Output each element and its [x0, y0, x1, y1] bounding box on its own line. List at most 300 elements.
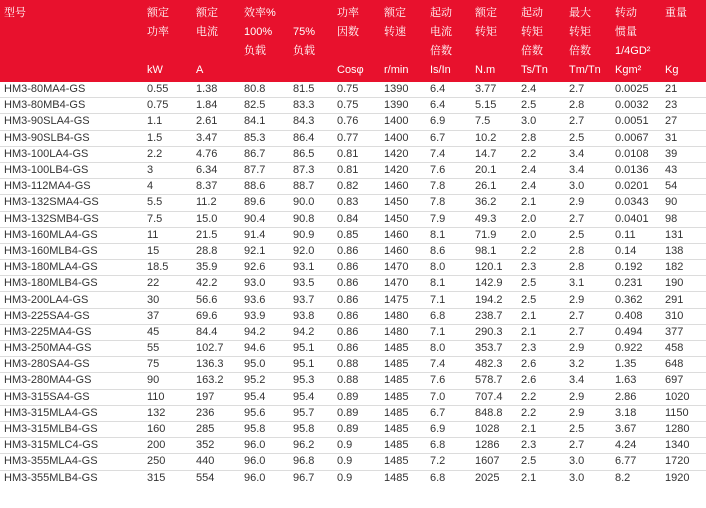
table-cell: 2.61 — [192, 114, 240, 130]
table-cell: 2.5 — [517, 454, 565, 470]
table-cell: 43 — [661, 162, 706, 178]
header-line — [147, 42, 192, 61]
header-line: 转动 — [615, 7, 637, 19]
column-header — [0, 0, 143, 82]
table-cell: 138 — [661, 243, 706, 259]
table-cell: 6.9 — [426, 421, 471, 437]
table-cell: 92.0 — [289, 243, 333, 259]
table-cell: 3 — [143, 162, 192, 178]
table-body — [0, 82, 706, 486]
table-cell: 0.0401 — [611, 211, 661, 227]
table-cell: 5.5 — [143, 195, 192, 211]
model-cell: HM3-160MLB4-GS — [0, 243, 143, 259]
table-cell: 2.8 — [565, 243, 611, 259]
table-cell: 1.63 — [611, 373, 661, 389]
table-cell: 23 — [661, 98, 706, 114]
table-cell: 90.9 — [289, 227, 333, 243]
header-line: 负载 — [244, 45, 266, 57]
table-cell: 4.24 — [611, 438, 661, 454]
table-cell: 6.7 — [426, 405, 471, 421]
table-cell: 2.4 — [517, 162, 565, 178]
table-cell: 1485 — [380, 421, 426, 437]
table-cell: 20.1 — [471, 162, 517, 178]
table-cell: 84.3 — [289, 114, 333, 130]
table-row — [0, 405, 706, 421]
table-cell: 0.86 — [333, 276, 380, 292]
table-cell: 90 — [143, 373, 192, 389]
table-cell: 0.11 — [611, 227, 661, 243]
table-cell: 0.88 — [333, 373, 380, 389]
table-cell: 36.2 — [471, 195, 517, 211]
table-cell: 28.8 — [192, 243, 240, 259]
model-cell: HM3-315MLB4-GS — [0, 421, 143, 437]
table-cell: 45 — [143, 324, 192, 340]
table-cell: 2.8 — [565, 260, 611, 276]
header-line — [665, 23, 706, 42]
table-cell: 1390 — [380, 98, 426, 114]
table-cell: 26.1 — [471, 179, 517, 195]
table-cell: 1028 — [471, 421, 517, 437]
header-line: Tm/Tn — [569, 64, 601, 76]
table-cell: 2.3 — [517, 260, 565, 276]
table-cell: 84.1 — [240, 114, 289, 130]
table-cell: 87.7 — [240, 162, 289, 178]
table-cell: 96.8 — [289, 454, 333, 470]
header-line: 效率% — [244, 7, 276, 19]
table-cell: 707.4 — [471, 389, 517, 405]
table-cell: 2.2 — [517, 146, 565, 162]
table-cell: 7.8 — [426, 179, 471, 195]
table-cell: 2.1 — [517, 421, 565, 437]
table-cell: 2.8 — [565, 98, 611, 114]
table-cell: 0.84 — [333, 211, 380, 227]
header-line: 转速 — [384, 26, 406, 38]
header-line — [244, 61, 289, 80]
table-cell: 7.1 — [426, 292, 471, 308]
table-cell: 1485 — [380, 341, 426, 357]
table-cell: 2.1 — [517, 308, 565, 324]
table-cell: 95.3 — [289, 373, 333, 389]
table-cell: 96.2 — [289, 438, 333, 454]
table-cell: 1920 — [665, 471, 690, 484]
table-row — [0, 438, 706, 454]
table-cell: 3.0 — [565, 179, 611, 195]
table-cell: 42.2 — [192, 276, 240, 292]
table-cell: 0.75 — [333, 98, 380, 114]
table-cell: 353.7 — [471, 341, 517, 357]
table-row — [0, 179, 706, 195]
table-cell: 93.8 — [289, 308, 333, 324]
table-cell: 1470 — [380, 260, 426, 276]
table-cell: 2.1 — [517, 195, 565, 211]
table-cell: 482.3 — [471, 357, 517, 373]
table-cell: 3.18 — [611, 405, 661, 421]
header-line: 转矩 — [475, 26, 497, 38]
table-cell: 55 — [143, 341, 192, 357]
table-cell: 8.37 — [192, 179, 240, 195]
table-cell: 15 — [143, 243, 192, 259]
table-row — [0, 470, 706, 486]
header-line: 转矩 — [569, 26, 591, 38]
table-cell: 95.4 — [240, 389, 289, 405]
table-cell: 14.7 — [471, 146, 517, 162]
table-cell: 1286 — [471, 438, 517, 454]
table-cell: 6.77 — [611, 454, 661, 470]
table-row — [0, 211, 706, 227]
table-cell: 27 — [661, 114, 706, 130]
table-cell: 10.2 — [471, 130, 517, 146]
column-header — [565, 0, 611, 82]
table-cell: 194.2 — [471, 292, 517, 308]
table-cell: 2.2 — [143, 146, 192, 162]
table-cell: 56.6 — [192, 292, 240, 308]
table-cell: 2.7 — [565, 324, 611, 340]
table-cell: 2.5 — [517, 98, 565, 114]
model-cell: HM3-315MLC4-GS — [0, 438, 143, 454]
table-cell: 697 — [661, 373, 706, 389]
table-cell: 578.7 — [471, 373, 517, 389]
table-cell: 1.1 — [143, 114, 192, 130]
table-row — [0, 324, 706, 340]
header-line: 额定 — [475, 7, 497, 19]
model-cell: HM3-160MLA4-GS — [0, 227, 143, 243]
table-cell: 93.6 — [240, 292, 289, 308]
header-line: 型号 — [4, 7, 26, 19]
header-line — [196, 42, 240, 61]
table-cell: 2.0 — [517, 227, 565, 243]
table-row — [0, 454, 706, 470]
table-cell: 1720 — [661, 454, 706, 470]
header-line: 转矩 — [521, 26, 543, 38]
table-cell: 0.0201 — [611, 179, 661, 195]
header-line: 惯量 — [615, 26, 637, 38]
table-cell: 1460 — [380, 227, 426, 243]
table-row — [0, 308, 706, 324]
table-cell: 1340 — [661, 438, 706, 454]
table-cell: 1460 — [380, 243, 426, 259]
table-cell: 1480 — [380, 308, 426, 324]
table-cell: 0.0067 — [611, 130, 661, 146]
table-cell: 0.86 — [333, 324, 380, 340]
column-header — [471, 0, 517, 82]
table-cell: 2.9 — [565, 292, 611, 308]
header-line: 最大 — [569, 7, 591, 19]
table-cell: 98 — [661, 211, 706, 227]
table-cell: 8.2 — [615, 471, 631, 484]
table-row — [0, 243, 706, 259]
table-cell: 120.1 — [471, 260, 517, 276]
table-cell: 1020 — [661, 389, 706, 405]
table-cell: 0.86 — [333, 308, 380, 324]
table-cell: 95.7 — [289, 405, 333, 421]
table-cell: 2025 — [475, 471, 500, 484]
model-cell: HM3-280SA4-GS — [0, 357, 143, 373]
model-cell: HM3-225MA4-GS — [0, 324, 143, 340]
table-cell: 2.6 — [517, 373, 565, 389]
table-row — [0, 162, 706, 178]
header-line — [293, 4, 333, 23]
table-cell: 21 — [661, 82, 706, 98]
table-cell: 35.9 — [192, 260, 240, 276]
table-row — [0, 276, 706, 292]
table-cell: 86.5 — [289, 146, 333, 162]
column-header — [240, 0, 289, 82]
table-cell: 93.9 — [240, 308, 289, 324]
model-cell: HM3-112MA4-GS — [0, 179, 143, 195]
table-cell: 3.77 — [471, 82, 517, 98]
table-cell: 0.0025 — [611, 82, 661, 98]
table-cell: 0.89 — [333, 405, 380, 421]
table-cell: 7.5 — [471, 114, 517, 130]
table-row — [0, 260, 706, 276]
model-cell: HM3-132SMA4-GS — [0, 195, 143, 211]
table-cell: 0.9 — [333, 438, 380, 454]
header-line: 倍数 — [521, 45, 543, 57]
table-cell: 1485 — [380, 373, 426, 389]
table-cell: 3.0 — [569, 471, 585, 484]
header-line: Cosφ — [337, 64, 364, 76]
table-cell: 75 — [143, 357, 192, 373]
table-cell: 0.75 — [333, 82, 380, 98]
table-cell: 648 — [661, 357, 706, 373]
table-cell: 2.7 — [565, 438, 611, 454]
column-header — [611, 0, 661, 82]
table-cell: 3.1 — [565, 276, 611, 292]
table-cell: 160 — [143, 421, 192, 437]
header-line: Kg — [665, 64, 679, 76]
table-row — [0, 82, 706, 98]
table-cell: 0.231 — [611, 276, 661, 292]
table-cell: 142.9 — [471, 276, 517, 292]
header-line: 额定 — [196, 7, 218, 19]
header-line: 1/4GD² — [615, 45, 651, 57]
table-cell: 3.47 — [192, 130, 240, 146]
table-cell: 1.38 — [192, 82, 240, 98]
model-cell: HM3-355MLB4-GS — [4, 471, 98, 484]
model-cell: HM3-180MLB4-GS — [0, 276, 143, 292]
header-line: 额定 — [147, 7, 169, 19]
table-cell: 3.0 — [517, 114, 565, 130]
table-cell: 8.6 — [426, 243, 471, 259]
table-cell: 190 — [661, 276, 706, 292]
table-cell: 3.4 — [565, 146, 611, 162]
model-cell: HM3-180MLA4-GS — [0, 260, 143, 276]
table-cell: 1450 — [380, 195, 426, 211]
model-cell: HM3-280MA4-GS — [0, 373, 143, 389]
table-cell: 1485 — [380, 438, 426, 454]
table-cell: 8.0 — [426, 341, 471, 357]
table-cell: 0.81 — [333, 162, 380, 178]
table-cell: 238.7 — [471, 308, 517, 324]
table-cell: 182 — [661, 260, 706, 276]
table-cell: 1485 — [380, 389, 426, 405]
header-line — [384, 42, 426, 61]
table-cell: 1607 — [471, 454, 517, 470]
table-cell: 6.8 — [426, 308, 471, 324]
model-cell: HM3-80MB4-GS — [0, 98, 143, 114]
table-cell: 7.4 — [426, 357, 471, 373]
model-cell: HM3-80MA4-GS — [0, 82, 143, 98]
table-cell: 3.0 — [565, 454, 611, 470]
table-cell: 0.88 — [333, 357, 380, 373]
table-cell: 18.5 — [143, 260, 192, 276]
header-row — [0, 0, 706, 82]
table-cell: 2.9 — [565, 195, 611, 211]
table-cell: 2.7 — [565, 82, 611, 98]
table-cell: 95.2 — [240, 373, 289, 389]
header-line: 电流 — [196, 26, 218, 38]
table-cell: 3.4 — [565, 162, 611, 178]
header-line: 100% — [244, 26, 273, 38]
table-cell: 0.89 — [333, 421, 380, 437]
table-cell: 110 — [143, 389, 192, 405]
table-cell: 95.8 — [240, 421, 289, 437]
table-cell: 3.2 — [565, 357, 611, 373]
header-line: 倍数 — [569, 45, 591, 57]
table-cell: 90.4 — [240, 211, 289, 227]
table-cell: 7.0 — [426, 389, 471, 405]
column-header — [289, 0, 333, 82]
table-cell: 2.2 — [517, 405, 565, 421]
table-cell: 2.5 — [565, 227, 611, 243]
table-cell: 86.4 — [289, 130, 333, 146]
table-cell: 15.0 — [192, 211, 240, 227]
header-line: Is/In — [430, 64, 451, 76]
table-cell: 0.75 — [143, 98, 192, 114]
header-line: 起动 — [521, 7, 543, 19]
table-cell: 7.6 — [426, 373, 471, 389]
table-cell: 102.7 — [192, 341, 240, 357]
table-cell: 2.7 — [565, 308, 611, 324]
table-cell: 83.3 — [289, 98, 333, 114]
table-cell: 2.6 — [517, 357, 565, 373]
table-cell: 0.0343 — [611, 195, 661, 211]
table-cell: 69.6 — [192, 308, 240, 324]
table-cell: 2.3 — [517, 438, 565, 454]
header-line — [4, 23, 143, 42]
table-cell: 7.2 — [426, 454, 471, 470]
table-cell: 21.5 — [192, 227, 240, 243]
table-cell: 92.6 — [240, 260, 289, 276]
table-cell: 87.3 — [289, 162, 333, 178]
table-cell: 0.76 — [333, 114, 380, 130]
table-cell: 0.89 — [333, 389, 380, 405]
table-cell: 88.6 — [240, 179, 289, 195]
table-cell: 132 — [143, 405, 192, 421]
table-cell: 93.7 — [289, 292, 333, 308]
table-cell: 2.8 — [517, 130, 565, 146]
table-cell: 90.0 — [289, 195, 333, 211]
model-cell: HM3-250MA4-GS — [0, 341, 143, 357]
table-cell: 8.0 — [426, 260, 471, 276]
table-cell: 1485 — [380, 454, 426, 470]
table-cell: 2.7 — [565, 211, 611, 227]
table-cell: 6.4 — [426, 98, 471, 114]
header-line: 负载 — [293, 45, 315, 57]
table-cell: 6.9 — [426, 114, 471, 130]
table-row — [0, 130, 706, 146]
table-cell: 8.1 — [426, 227, 471, 243]
table-cell: 310 — [661, 308, 706, 324]
table-cell: 1.84 — [192, 98, 240, 114]
table-cell: 1280 — [661, 421, 706, 437]
table-cell: 8.1 — [426, 276, 471, 292]
table-cell: 0.82 — [333, 179, 380, 195]
table-cell: 440 — [192, 454, 240, 470]
table-cell: 0.362 — [611, 292, 661, 308]
table-cell: 11 — [143, 227, 192, 243]
table-cell: 22 — [143, 276, 192, 292]
table-cell: 91.4 — [240, 227, 289, 243]
column-header — [380, 0, 426, 82]
header-line — [475, 42, 517, 61]
header-line: 电流 — [430, 26, 452, 38]
table-cell: 2.4 — [517, 179, 565, 195]
table-cell: 49.3 — [471, 211, 517, 227]
table-cell: 80.8 — [240, 82, 289, 98]
table-cell: 0.55 — [143, 82, 192, 98]
table-cell: 2.3 — [517, 341, 565, 357]
model-cell: HM3-100LA4-GS — [0, 146, 143, 162]
header-line: N.m — [475, 64, 496, 76]
column-header — [661, 0, 706, 82]
table-cell: 2.5 — [517, 292, 565, 308]
table-cell: 197 — [192, 389, 240, 405]
table-cell: 290.3 — [471, 324, 517, 340]
table-cell: 0.9 — [337, 471, 353, 484]
table-cell: 1420 — [380, 146, 426, 162]
table-cell: 285 — [192, 421, 240, 437]
table-cell: 2.7 — [565, 114, 611, 130]
header-line: Kgm² — [615, 64, 642, 76]
table-cell: 94.6 — [240, 341, 289, 357]
header-line: kW — [147, 64, 163, 76]
table-row — [0, 373, 706, 389]
table-cell: 31 — [661, 130, 706, 146]
table-cell: 95.4 — [289, 389, 333, 405]
table-cell: 95.1 — [289, 357, 333, 373]
table-cell: 93.0 — [240, 276, 289, 292]
table-cell: 0.14 — [611, 243, 661, 259]
table-cell: 3.4 — [565, 373, 611, 389]
table-cell: 1475 — [380, 292, 426, 308]
header-line: 75% — [293, 26, 316, 38]
model-cell: HM3-200LA4-GS — [0, 292, 143, 308]
table-cell: 131 — [661, 227, 706, 243]
table-row — [0, 292, 706, 308]
model-cell: HM3-100LB4-GS — [0, 162, 143, 178]
table-row — [0, 227, 706, 243]
header-line — [665, 42, 706, 61]
column-header — [143, 0, 192, 82]
table-cell: 1.35 — [611, 357, 661, 373]
table-cell: 1485 — [380, 405, 426, 421]
table-cell: 2.4 — [517, 82, 565, 98]
header-line — [337, 42, 380, 61]
table-cell: 6.7 — [426, 130, 471, 146]
table-cell: 0.0032 — [611, 98, 661, 114]
table-cell: 93.1 — [289, 260, 333, 276]
table-row — [0, 421, 706, 437]
column-header — [333, 0, 380, 82]
header-line: 因数 — [337, 26, 359, 38]
table-cell: 163.2 — [192, 373, 240, 389]
column-header — [517, 0, 565, 82]
header-line: 功率 — [147, 26, 169, 38]
table-cell: 0.0136 — [611, 162, 661, 178]
table-cell: 0.192 — [611, 260, 661, 276]
table-cell: 7.4 — [426, 146, 471, 162]
